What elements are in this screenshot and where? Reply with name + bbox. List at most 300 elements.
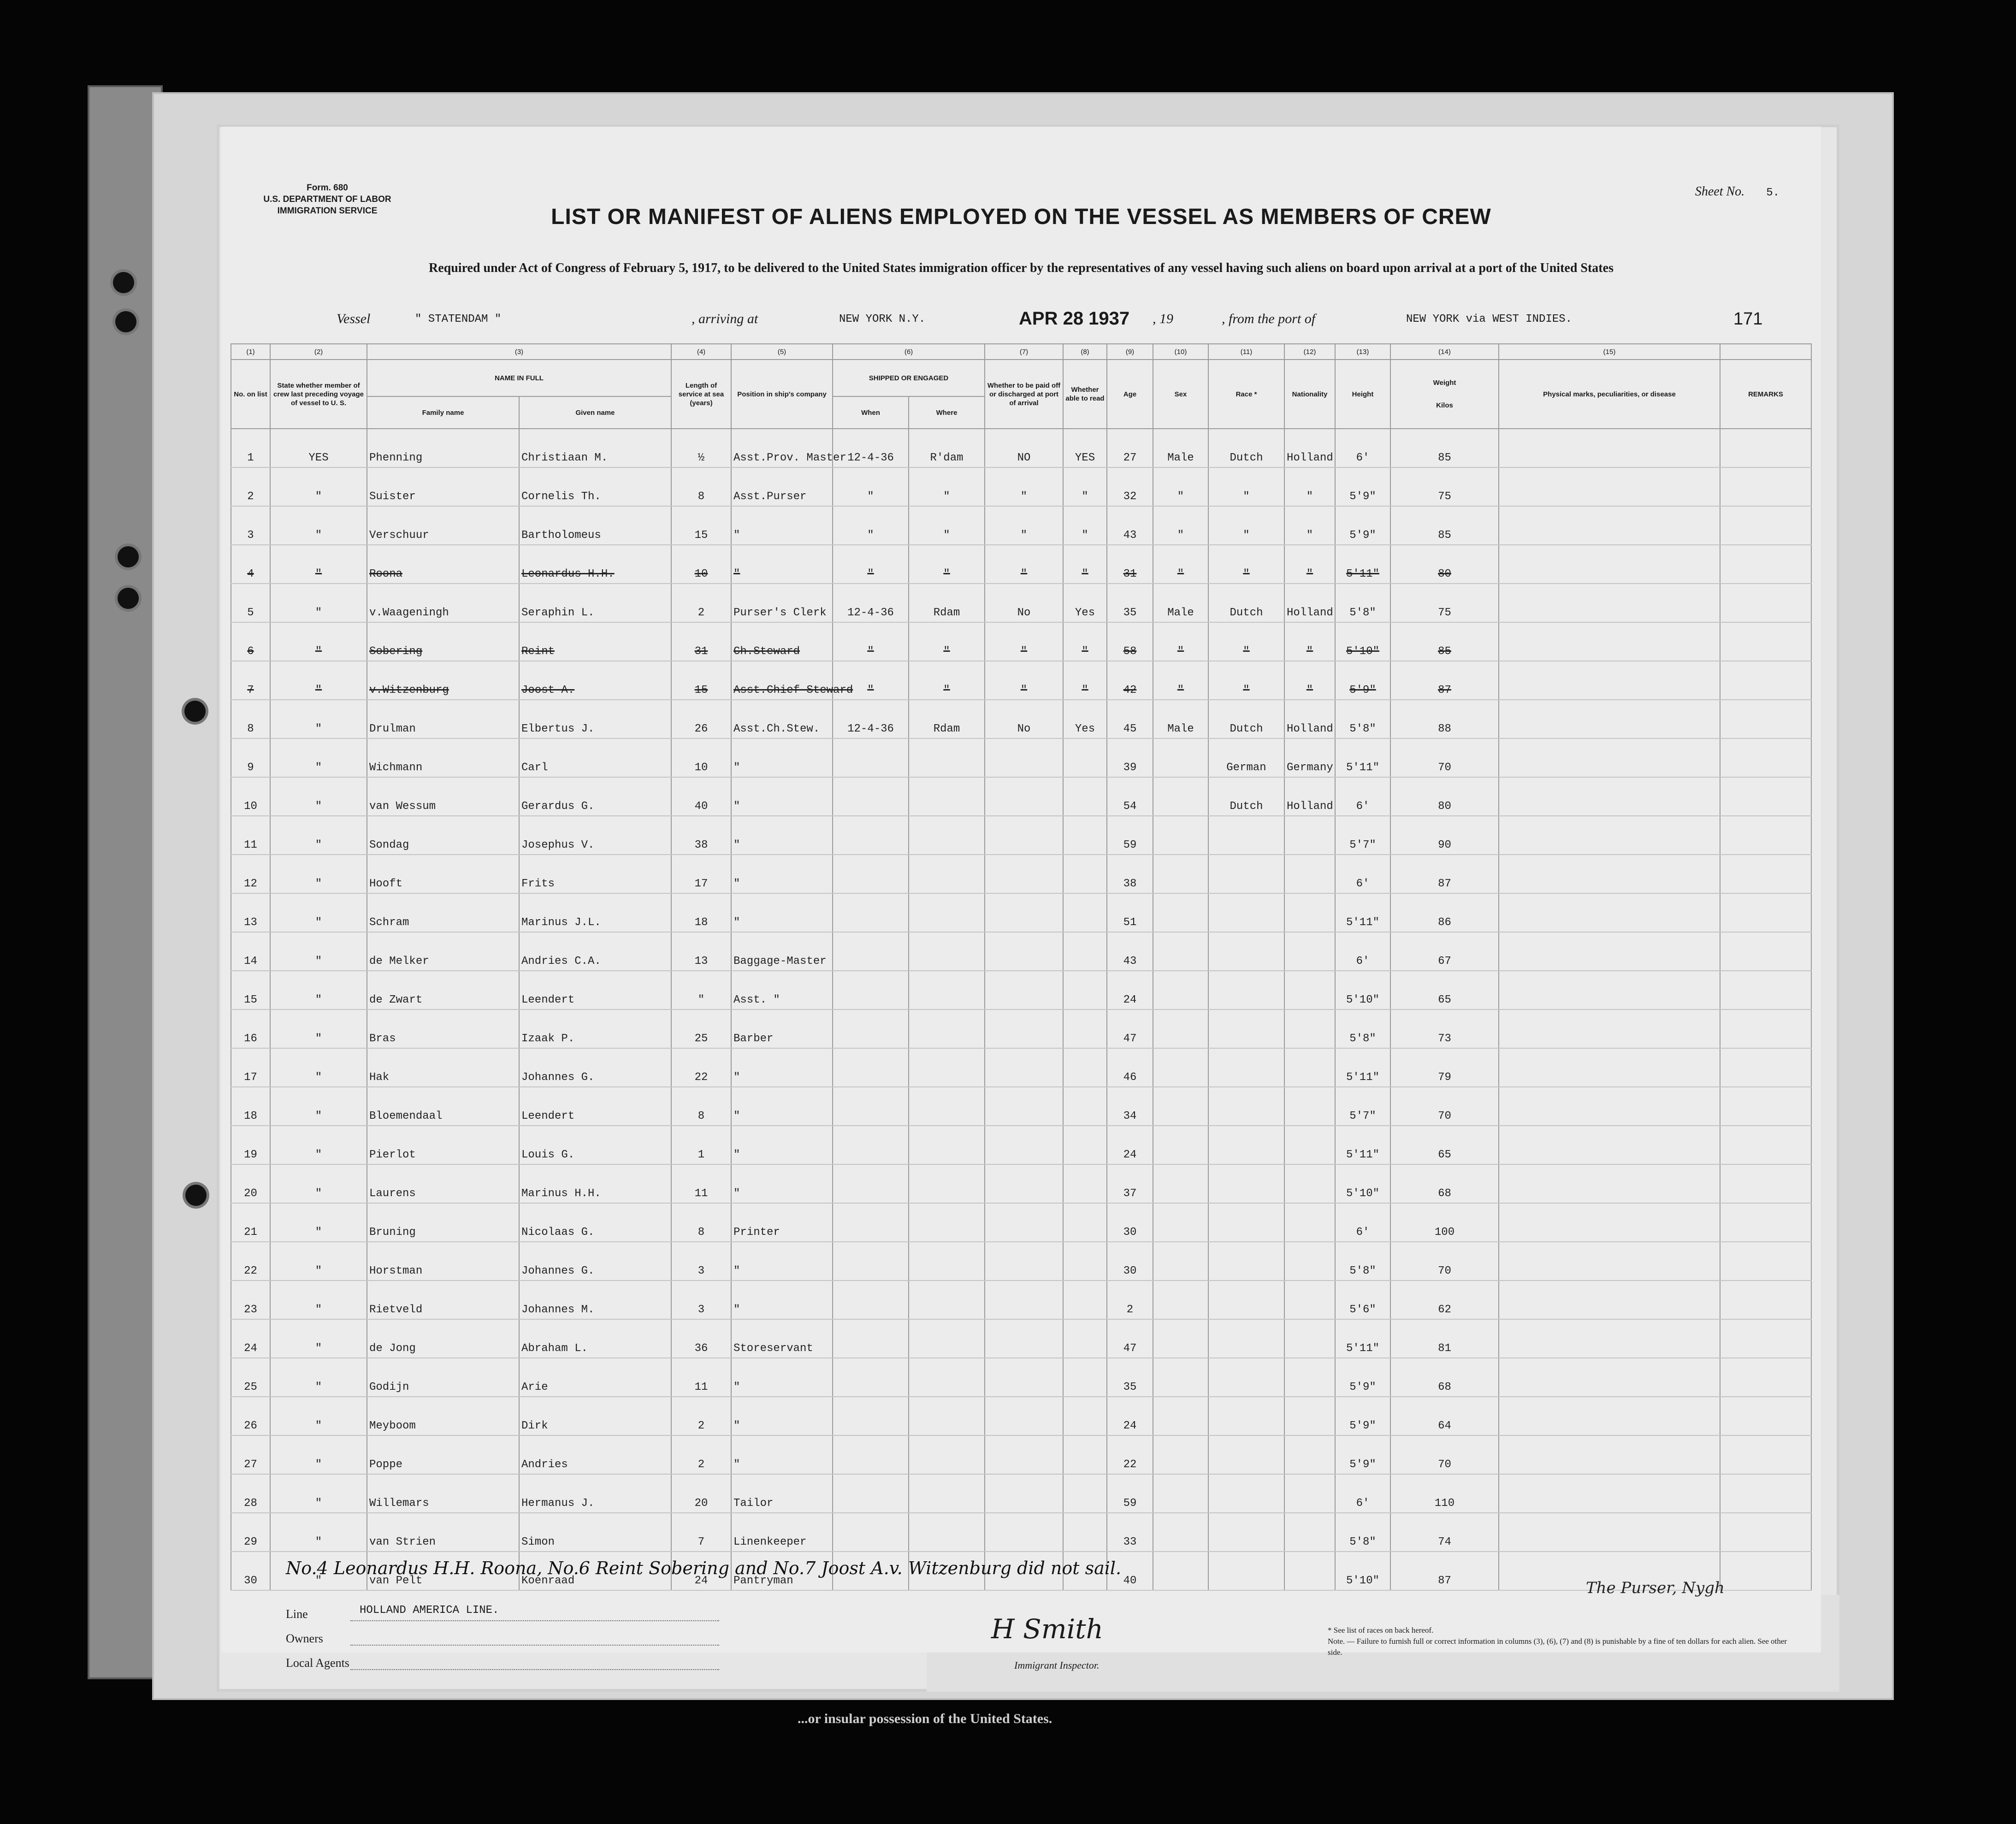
table-row <box>231 1087 1811 1126</box>
sex-cell <box>1153 1358 1208 1397</box>
shipped-when-cell <box>833 1358 909 1397</box>
years-of-service-cell: 31 <box>671 622 731 661</box>
physical-marks-cell <box>1499 855 1720 893</box>
age-cell: 46 <box>1107 1048 1153 1087</box>
race-cell: Dutch <box>1208 777 1284 816</box>
position-cell: Barber <box>731 1009 833 1048</box>
remarks-cell <box>1720 622 1811 661</box>
age-cell: 43 <box>1107 932 1153 971</box>
previous-voyage-cell: " <box>270 1126 367 1164</box>
years-of-service-cell: 15 <box>671 506 731 545</box>
punch-hole <box>118 546 139 567</box>
year-label: , 19 <box>1153 311 1173 326</box>
paid-off-cell <box>985 893 1063 932</box>
weight-cell: 68 <box>1390 1164 1499 1203</box>
table-row <box>231 700 1811 738</box>
column-number: (8) <box>1063 344 1107 360</box>
given-name-cell: Frits <box>519 855 671 893</box>
line-underline <box>350 1620 719 1621</box>
weight-cell: 79 <box>1390 1048 1499 1087</box>
family-name-cell: van Wessum <box>367 777 519 816</box>
race-cell <box>1208 1397 1284 1435</box>
sex-cell <box>1153 1087 1208 1126</box>
race-cell: " <box>1208 661 1284 700</box>
nationality-cell: Holland <box>1284 584 1335 622</box>
previous-voyage-cell: " <box>270 1281 367 1319</box>
height-cell: 5'6" <box>1335 1281 1390 1319</box>
shipped-where-cell <box>909 1358 985 1397</box>
family-name-cell: van Strien <box>367 1513 519 1552</box>
column-number-empty <box>1720 344 1811 360</box>
age-cell: 43 <box>1107 506 1153 545</box>
weight-cell: 87 <box>1390 661 1499 700</box>
able-to-read-cell: " <box>1063 622 1107 661</box>
column-number: (2) <box>270 344 367 360</box>
remarks-cell <box>1720 700 1811 738</box>
paid-off-cell: " <box>985 622 1063 661</box>
physical-marks-cell <box>1499 545 1720 584</box>
table-row <box>231 738 1811 777</box>
remarks-cell <box>1720 1164 1811 1203</box>
paid-off-cell: " <box>985 467 1063 506</box>
table-row <box>231 855 1811 893</box>
header-nationality: Nationality <box>1284 360 1335 429</box>
physical-marks-cell <box>1499 1126 1720 1164</box>
given-name-cell: Marinus H.H. <box>519 1164 671 1203</box>
position-cell: " <box>731 777 833 816</box>
nationality-cell: Holland <box>1284 700 1335 738</box>
position-cell: Asst.Prov. Master <box>731 429 833 467</box>
paid-off-cell <box>985 855 1063 893</box>
able-to-read-cell <box>1063 1513 1107 1552</box>
remarks-cell <box>1720 1319 1811 1358</box>
weight-label: Weight <box>1433 379 1456 387</box>
family-name-cell: Phenning <box>367 429 519 467</box>
sex-cell <box>1153 1164 1208 1203</box>
row-number-cell: 24 <box>231 1319 270 1358</box>
row-number-cell: 30 <box>231 1552 270 1590</box>
able-to-read-cell <box>1063 1358 1107 1397</box>
weight-cell: 88 <box>1390 700 1499 738</box>
shipped-where-cell: Rdam <box>909 700 985 738</box>
race-cell <box>1208 893 1284 932</box>
header-shipped-or-engaged: SHIPPED OR ENGAGED <box>833 360 985 396</box>
able-to-read-cell <box>1063 893 1107 932</box>
physical-marks-cell <box>1499 584 1720 622</box>
height-cell: 6' <box>1335 932 1390 971</box>
nationality-cell <box>1284 1397 1335 1435</box>
column-number: (12) <box>1284 344 1335 360</box>
age-cell: 35 <box>1107 584 1153 622</box>
paid-off-cell <box>985 1203 1063 1242</box>
weight-cell: 80 <box>1390 777 1499 816</box>
age-cell: 24 <box>1107 1397 1153 1435</box>
race-cell <box>1208 1474 1284 1513</box>
position-cell: " <box>731 1164 833 1203</box>
previous-voyage-cell: " <box>270 1203 367 1242</box>
physical-marks-cell <box>1499 1048 1720 1087</box>
paid-off-cell: NO <box>985 429 1063 467</box>
paid-off-cell <box>985 971 1063 1009</box>
remarks-cell <box>1720 1281 1811 1319</box>
position-cell: Tailor <box>731 1474 833 1513</box>
race-cell <box>1208 1126 1284 1164</box>
given-name-cell: Elbertus J. <box>519 700 671 738</box>
remarks-cell <box>1720 1397 1811 1435</box>
position-cell: Ch.Steward <box>731 622 833 661</box>
family-name-cell: Hooft <box>367 855 519 893</box>
age-cell: 59 <box>1107 1474 1153 1513</box>
row-number-cell: 21 <box>231 1203 270 1242</box>
sex-cell: " <box>1153 467 1208 506</box>
years-of-service-cell: 24 <box>671 1552 731 1590</box>
physical-marks-cell <box>1499 506 1720 545</box>
height-cell: 5'8" <box>1335 1513 1390 1552</box>
years-of-service-cell: 36 <box>671 1319 731 1358</box>
shipped-when-cell <box>833 1126 909 1164</box>
paid-off-cell <box>985 1087 1063 1126</box>
race-cell <box>1208 1048 1284 1087</box>
able-to-read-cell <box>1063 1009 1107 1048</box>
able-to-read-cell <box>1063 1281 1107 1319</box>
column-number: (15) <box>1499 344 1720 360</box>
shipped-when-cell <box>833 1164 909 1203</box>
years-of-service-cell: 7 <box>671 1513 731 1552</box>
weight-cell: 75 <box>1390 584 1499 622</box>
header-able-to-read: Whether able to read <box>1063 360 1107 429</box>
shipped-where-cell: " <box>909 467 985 506</box>
previous-voyage-cell: " <box>270 1358 367 1397</box>
table-row <box>231 1281 1811 1319</box>
punch-hole <box>185 1185 207 1206</box>
table-row <box>231 816 1811 855</box>
race-cell: Dutch <box>1208 429 1284 467</box>
header-weight <box>1390 360 1499 429</box>
header-remarks: REMARKS <box>1720 360 1811 429</box>
family-name-cell: Willemars <box>367 1474 519 1513</box>
remarks-cell <box>1720 1009 1811 1048</box>
age-cell: 47 <box>1107 1009 1153 1048</box>
previous-voyage-cell: " <box>270 893 367 932</box>
punch-hole <box>118 588 139 609</box>
sheet-number-label: Sheet No. <box>1695 184 1745 199</box>
age-cell: 54 <box>1107 777 1153 816</box>
sex-cell: " <box>1153 622 1208 661</box>
sex-cell <box>1153 1552 1208 1590</box>
row-number-cell: 25 <box>231 1358 270 1397</box>
family-name-cell: v.Witzenburg <box>367 661 519 700</box>
given-name-cell: Leonardus H.H. <box>519 545 671 584</box>
shipped-when-cell: " <box>833 661 909 700</box>
table-row <box>231 1435 1811 1474</box>
position-cell: Asst.Purser <box>731 467 833 506</box>
weight-cell: 65 <box>1390 971 1499 1009</box>
years-of-service-cell: 2 <box>671 1397 731 1435</box>
given-name-cell: Hermanus J. <box>519 1474 671 1513</box>
nationality-cell <box>1284 1203 1335 1242</box>
race-cell <box>1208 1203 1284 1242</box>
nationality-cell <box>1284 1164 1335 1203</box>
nationality-cell <box>1284 1048 1335 1087</box>
nationality-cell: Holland <box>1284 777 1335 816</box>
weight-cell: 70 <box>1390 1435 1499 1474</box>
shipped-when-cell <box>833 1319 909 1358</box>
nationality-cell <box>1284 1319 1335 1358</box>
paid-off-cell <box>985 1164 1063 1203</box>
physical-marks-cell <box>1499 1203 1720 1242</box>
weight-cell: 70 <box>1390 1087 1499 1126</box>
shipped-where-cell <box>909 816 985 855</box>
years-of-service-cell: 2 <box>671 584 731 622</box>
previous-voyage-cell: " <box>270 1435 367 1474</box>
family-name-cell: Poppe <box>367 1435 519 1474</box>
sex-cell <box>1153 1397 1208 1435</box>
weight-cell: 70 <box>1390 1242 1499 1281</box>
given-name-cell: Christiaan M. <box>519 429 671 467</box>
shipped-where-cell <box>909 971 985 1009</box>
able-to-read-cell <box>1063 855 1107 893</box>
shipped-when-cell: 12-4-36 <box>833 584 909 622</box>
weight-cell: 64 <box>1390 1397 1499 1435</box>
family-name-cell: Pierlot <box>367 1126 519 1164</box>
shipped-when-cell <box>833 1474 909 1513</box>
race-cell: " <box>1208 545 1284 584</box>
weight-cell: 87 <box>1390 855 1499 893</box>
weight-cell: 86 <box>1390 893 1499 932</box>
arrival-port: NEW YORK N.Y. <box>839 313 926 325</box>
sex-cell <box>1153 932 1208 971</box>
given-name-cell: Nicolaas G. <box>519 1203 671 1242</box>
shipped-when-cell <box>833 1513 909 1552</box>
remarks-cell <box>1720 971 1811 1009</box>
paid-off-cell <box>985 816 1063 855</box>
sex-cell <box>1153 1048 1208 1087</box>
race-cell: Dutch <box>1208 584 1284 622</box>
nationality-cell <box>1284 1281 1335 1319</box>
row-number-cell: 22 <box>231 1242 270 1281</box>
height-cell: 5'9" <box>1335 1358 1390 1397</box>
family-name-cell: Schram <box>367 893 519 932</box>
years-of-service-cell: 17 <box>671 855 731 893</box>
nationality-cell <box>1284 932 1335 971</box>
header-when: When <box>833 396 909 429</box>
header-name-in-full: NAME IN FULL <box>367 360 671 396</box>
height-cell: 6' <box>1335 1474 1390 1513</box>
height-cell: 5'8" <box>1335 1242 1390 1281</box>
paid-off-cell <box>985 1281 1063 1319</box>
paid-off-cell <box>985 1048 1063 1087</box>
column-number: (6) <box>833 344 985 360</box>
nationality-cell <box>1284 1474 1335 1513</box>
able-to-read-cell <box>1063 1087 1107 1126</box>
row-number-cell: 17 <box>231 1048 270 1087</box>
shipped-when-cell <box>833 932 909 971</box>
years-of-service-cell: 8 <box>671 1087 731 1126</box>
sex-cell <box>1153 738 1208 777</box>
family-name-cell: Rietveld <box>367 1281 519 1319</box>
nationality-cell: " <box>1284 622 1335 661</box>
height-cell: 5'11" <box>1335 893 1390 932</box>
weight-cell: 73 <box>1390 1009 1499 1048</box>
service-name: IMMIGRATION SERVICE <box>277 206 378 216</box>
previous-voyage-cell: " <box>270 932 367 971</box>
family-name-cell: Hak <box>367 1048 519 1087</box>
family-name-cell: Bruning <box>367 1203 519 1242</box>
sex-cell <box>1153 1242 1208 1281</box>
given-name-cell: Leendert <box>519 971 671 1009</box>
age-cell: 33 <box>1107 1513 1153 1552</box>
punch-hole <box>113 272 134 293</box>
position-cell: " <box>731 1048 833 1087</box>
paid-off-cell <box>985 1009 1063 1048</box>
shipped-where-cell <box>909 1435 985 1474</box>
table-row <box>231 1513 1811 1552</box>
age-cell: 34 <box>1107 1087 1153 1126</box>
paid-off-cell: " <box>985 545 1063 584</box>
remarks-cell <box>1720 1513 1811 1552</box>
position-cell: " <box>731 1087 833 1126</box>
crew-rows <box>231 429 1811 1590</box>
height-cell: 5'11" <box>1335 738 1390 777</box>
weight-cell: 110 <box>1390 1474 1499 1513</box>
shipped-where-cell: " <box>909 661 985 700</box>
able-to-read-cell <box>1063 1164 1107 1203</box>
weight-cell: 90 <box>1390 816 1499 855</box>
physical-marks-cell <box>1499 1474 1720 1513</box>
years-of-service-cell: 3 <box>671 1242 731 1281</box>
physical-marks-cell <box>1499 1358 1720 1397</box>
given-name-cell: Reint <box>519 622 671 661</box>
manifest-sheet <box>221 127 1821 1671</box>
previous-voyage-cell: " <box>270 1319 367 1358</box>
row-number-cell: 12 <box>231 855 270 893</box>
remarks-cell <box>1720 816 1811 855</box>
physical-marks-cell <box>1499 1513 1720 1552</box>
table-row <box>231 1203 1811 1242</box>
race-cell <box>1208 1242 1284 1281</box>
height-cell: 5'9" <box>1335 506 1390 545</box>
shipped-where-cell <box>909 1474 985 1513</box>
weight-unit: Kilos <box>1436 401 1453 409</box>
remarks-cell <box>1720 1435 1811 1474</box>
previous-voyage-cell: " <box>270 1009 367 1048</box>
given-name-cell: Marinus J.L. <box>519 893 671 932</box>
position-cell: " <box>731 738 833 777</box>
height-cell: 5'7" <box>1335 1087 1390 1126</box>
race-cell <box>1208 1319 1284 1358</box>
age-cell: 59 <box>1107 816 1153 855</box>
table-row <box>231 1164 1811 1203</box>
age-cell: 30 <box>1107 1242 1153 1281</box>
physical-marks-cell <box>1499 777 1720 816</box>
position-cell: Linenkeeper <box>731 1513 833 1552</box>
age-cell: 37 <box>1107 1164 1153 1203</box>
age-cell: 27 <box>1107 429 1153 467</box>
shipped-where-cell <box>909 1242 985 1281</box>
remarks-cell <box>1720 1203 1811 1242</box>
weight-cell: 85 <box>1390 622 1499 661</box>
header-where: Where <box>909 396 985 429</box>
able-to-read-cell: YES <box>1063 429 1107 467</box>
paid-off-cell <box>985 1358 1063 1397</box>
header-sex: Sex <box>1153 360 1208 429</box>
height-cell: 5'10" <box>1335 971 1390 1009</box>
line-label: Line <box>286 1607 308 1621</box>
remarks-cell <box>1720 1048 1811 1087</box>
sex-cell: " <box>1153 545 1208 584</box>
shipped-where-cell <box>909 1048 985 1087</box>
paid-off-cell: " <box>985 506 1063 545</box>
family-name-cell: Godijn <box>367 1358 519 1397</box>
shipped-where-cell: " <box>909 545 985 584</box>
shipped-when-cell <box>833 1048 909 1087</box>
shipped-where-cell <box>909 1203 985 1242</box>
years-of-service-cell: 1 <box>671 1126 731 1164</box>
row-number-cell: 26 <box>231 1397 270 1435</box>
previous-voyage-cell: " <box>270 1474 367 1513</box>
row-number-cell: 13 <box>231 893 270 932</box>
sex-cell <box>1153 893 1208 932</box>
able-to-read-cell <box>1063 1474 1107 1513</box>
able-to-read-cell <box>1063 1126 1107 1164</box>
races-footnote: * See list of races on back hereof. <box>1328 1626 1434 1635</box>
nationality-cell: " <box>1284 467 1335 506</box>
table-row <box>231 1474 1811 1513</box>
local-agents-underline <box>350 1669 719 1670</box>
family-name-cell: Sondag <box>367 816 519 855</box>
row-number-cell: 10 <box>231 777 270 816</box>
height-cell: 5'10" <box>1335 1552 1390 1590</box>
position-cell: " <box>731 893 833 932</box>
years-of-service-cell: 8 <box>671 1203 731 1242</box>
given-name-cell: Cornelis Th. <box>519 467 671 506</box>
shipped-when-cell: " <box>833 622 909 661</box>
nationality-cell <box>1284 816 1335 855</box>
nationality-cell: " <box>1284 661 1335 700</box>
race-cell <box>1208 971 1284 1009</box>
departure-port: NEW YORK via WEST INDIES. <box>1406 313 1573 325</box>
weight-cell: 70 <box>1390 738 1499 777</box>
header-race: Race * <box>1208 360 1284 429</box>
previous-voyage-cell: " <box>270 738 367 777</box>
sex-cell <box>1153 1474 1208 1513</box>
able-to-read-cell <box>1063 932 1107 971</box>
nationality-cell <box>1284 1087 1335 1126</box>
shipped-when-cell: 12-4-36 <box>833 700 909 738</box>
shipped-where-cell <box>909 893 985 932</box>
previous-voyage-cell: " <box>270 700 367 738</box>
height-cell: 5'10" <box>1335 622 1390 661</box>
table-row <box>231 777 1811 816</box>
previous-voyage-cell: " <box>270 1087 367 1126</box>
arriving-label: , arriving at <box>692 311 758 326</box>
remarks-cell <box>1720 1242 1811 1281</box>
table-row <box>231 584 1811 622</box>
race-cell: " <box>1208 506 1284 545</box>
position-cell: " <box>731 506 833 545</box>
physical-marks-cell <box>1499 893 1720 932</box>
able-to-read-cell: Yes <box>1063 584 1107 622</box>
nationality-cell: " <box>1284 506 1335 545</box>
shipped-where-cell <box>909 932 985 971</box>
row-number-cell: 5 <box>231 584 270 622</box>
paid-off-cell <box>985 1242 1063 1281</box>
age-cell: 39 <box>1107 738 1153 777</box>
form-number: Form. 680 <box>307 183 348 193</box>
remarks-cell <box>1720 932 1811 971</box>
row-number-cell: 15 <box>231 971 270 1009</box>
position-cell: " <box>731 1126 833 1164</box>
